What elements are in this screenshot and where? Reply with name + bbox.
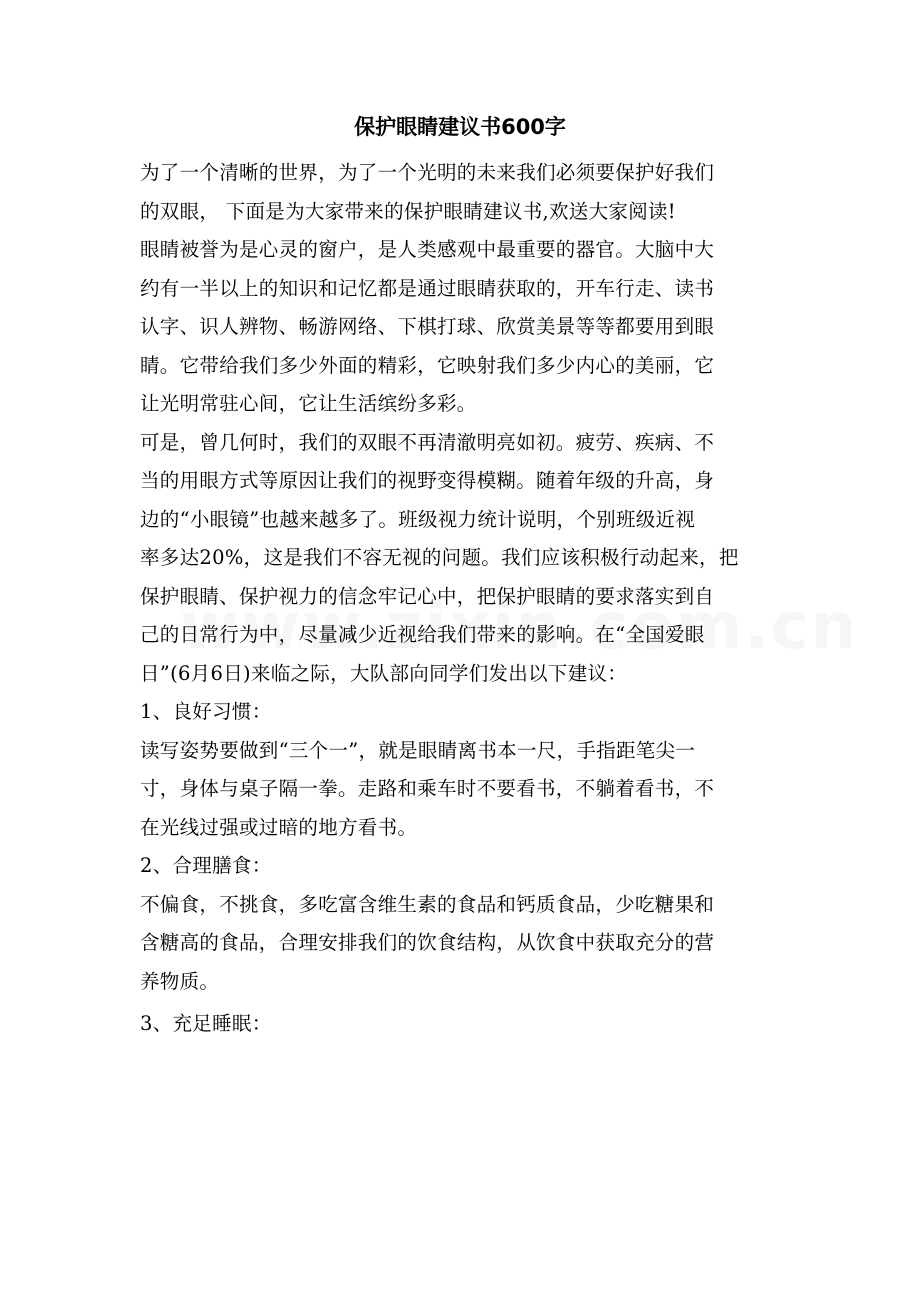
- text-line: 在光线过强或过暗的地方看书。: [140, 815, 418, 839]
- document-body: [140, 154, 780, 1044]
- text-line: 含糖高的食品，合理安排我们的饮食结构，从饮食中获取充分的营: [140, 931, 715, 954]
- text-line: 为了一个清晰的世界，为了一个光明的未来我们必须要保护好我们: [140, 161, 715, 184]
- text-line: 约有一半以上的知识和记忆都是通过眼睛获取的，开车行走、读书: [140, 276, 715, 300]
- text-line: 可是，曾几何时，我们的双眼不再清澈明亮如初。疲劳、疾病、不: [140, 430, 715, 454]
- text-line: 当的用眼方式等原因让我们的视野变得模糊。随着年级的升高，身: [140, 469, 715, 492]
- text-line: 养物质。: [140, 969, 220, 993]
- text-line: 让光明常驻心间，它让生活缤纷多彩。: [140, 392, 477, 415]
- text-line: 寸，身体与桌子隔一拳。走路和乘车时不要看书，不躺着看书，不: [140, 777, 715, 800]
- section-heading: 2、合理膳食：: [140, 854, 272, 877]
- text-line: 的双眼， 下面是为大家带来的保护眼睛建议书,欢送大家阅读!: [140, 199, 676, 223]
- text-line: 睛。它带给我们多少外面的精彩，它映射我们多少内心的美丽，它: [140, 353, 715, 377]
- text-line: 率多达20%，这是我们不容无视的问题。我们应该积极行动起来，把: [140, 546, 739, 569]
- section-heading: 1、良好习惯：: [140, 700, 272, 723]
- text-line: 日”(6月6日)来临之际，大队部向同学们发出以下建议：: [140, 661, 628, 685]
- text-line: 己的日常行为中，尽量减少近视给我们带来的影响。在“全国爱眼: [140, 623, 705, 646]
- text-line: 边的“小眼镜”也越来越多了。班级视力统计说明，个别班级近视: [140, 507, 696, 531]
- text-line: 读写姿势要做到“三个一”，就是眼睛离书本一尺，手指距笔尖一: [140, 738, 696, 762]
- text-line: 眼睛被誉为是心灵的窗户，是人类感观中最重要的器官。大脑中大: [140, 238, 715, 261]
- document-title: 保护眼睛建议书600字: [354, 115, 566, 139]
- text-line: 认字、识人辨物、畅游网络、下棋打球、欣赏美景等等都要用到眼: [140, 315, 715, 338]
- section-heading: 3、充足睡眠：: [140, 1012, 272, 1035]
- text-line: 保护眼睛、保护视力的信念牢记心中，把保护眼睛的要求落实到自: [140, 584, 715, 608]
- text-line: 不偏食，不挑食，多吃富含维生素的食品和钙质食品，少吃糖果和: [140, 892, 715, 916]
